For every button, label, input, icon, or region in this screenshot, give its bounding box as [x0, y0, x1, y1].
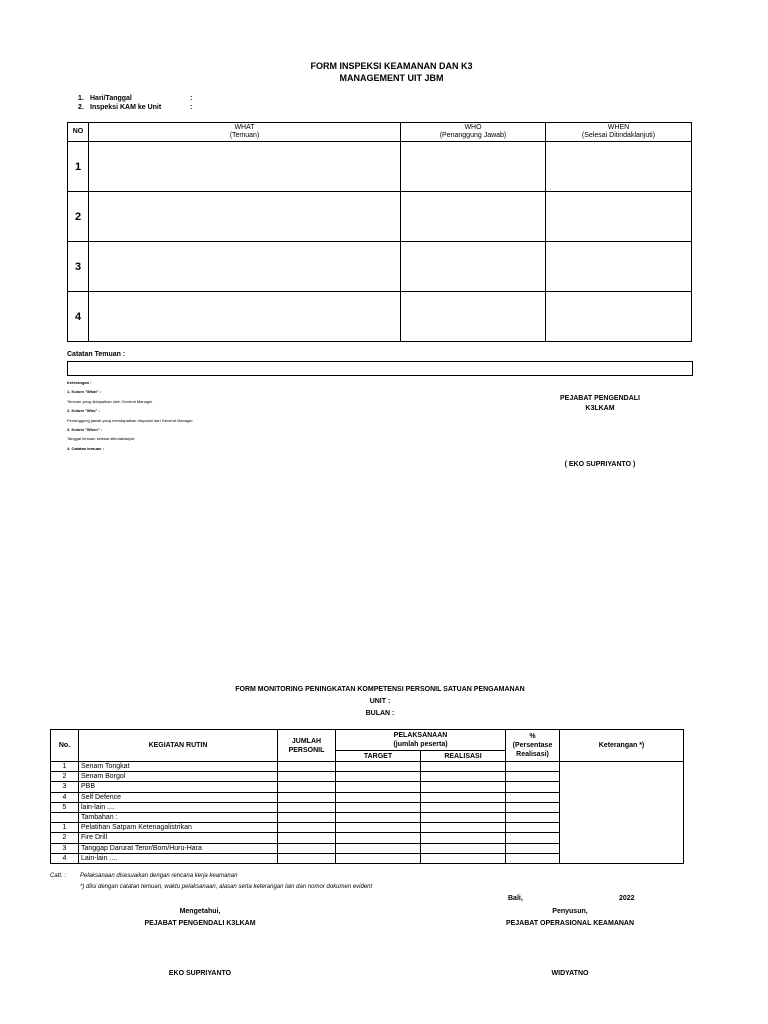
jumlah-cell[interactable] [278, 802, 336, 812]
jumlah-cell[interactable] [278, 772, 336, 782]
when-cell[interactable] [546, 242, 692, 292]
target-cell[interactable] [336, 812, 421, 822]
row-kegiatan: Senam Tongkat [79, 762, 278, 772]
form1-title-line2: MANAGEMENT UIT JBM [339, 73, 444, 83]
header-pelaksanaan [336, 730, 506, 751]
header-no: No. [51, 730, 79, 762]
form2-unit-label: UNIT : [369, 698, 391, 705]
row-no: 5 [51, 802, 79, 812]
header-persen-line2: (Persentase [512, 742, 553, 749]
catatan-temuan-box[interactable] [67, 361, 693, 376]
when-cell[interactable] [546, 292, 692, 342]
header-target: TARGET [336, 751, 421, 762]
inspection-row [68, 242, 692, 292]
row-kegiatan: PBB [79, 782, 278, 792]
header-jumlah [278, 730, 336, 762]
notes-line1: Pelaksanaan disesuaikan dengan rencana kerja keamanan [80, 873, 238, 879]
right-sig-name: WIDYATNO [551, 970, 589, 977]
realisasi-cell[interactable] [421, 762, 506, 772]
who-cell[interactable] [401, 242, 546, 292]
who-cell[interactable] [401, 292, 546, 342]
header-who-label: WHO [464, 124, 482, 131]
row-kegiatan: Tambahan : [79, 812, 278, 822]
field-separator: : [190, 95, 193, 102]
target-cell[interactable] [336, 843, 421, 853]
row-no: 3 [51, 782, 79, 792]
realisasi-cell[interactable] [421, 812, 506, 822]
header-realisasi: REALISASI [421, 751, 506, 762]
what-cell[interactable] [89, 192, 401, 242]
keterangan-line: 3. Kolom "When" : [67, 427, 103, 433]
table-row [51, 762, 684, 772]
target-cell[interactable] [336, 792, 421, 802]
jumlah-cell[interactable] [278, 782, 336, 792]
persen-cell[interactable] [506, 843, 560, 853]
when-cell[interactable] [546, 192, 692, 242]
persen-cell[interactable] [506, 782, 560, 792]
header-kegiatan: KEGIATAN RUTIN [79, 730, 278, 762]
header-who-sub: (Penanggung Jawab) [439, 132, 507, 139]
field-separator: : [190, 104, 193, 111]
persen-cell[interactable] [506, 812, 560, 822]
jumlah-cell[interactable] [278, 792, 336, 802]
jumlah-cell[interactable] [278, 812, 336, 822]
left-sig-name: EKO SUPRIYANTO [168, 970, 232, 977]
persen-cell[interactable] [506, 772, 560, 782]
jumlah-cell[interactable] [278, 823, 336, 833]
row-no: 2 [51, 772, 79, 782]
target-cell[interactable] [336, 853, 421, 863]
keterangan-title: Keterangan : [67, 380, 92, 385]
row-number: 3 [68, 242, 89, 292]
what-cell[interactable] [89, 292, 401, 342]
header-who [401, 123, 546, 142]
header-what-sub: (Temuan) [229, 132, 260, 139]
header-persen-line3: Realisasi) [516, 751, 549, 758]
keterangan-line: Tanggal temuan selesai ditindaklanjuti [67, 436, 135, 442]
inspection-row [68, 192, 692, 242]
keterangan-line: Penanggung jawab yang mendapatkan disposisi dari General Manager [67, 417, 193, 423]
row-no: 3 [51, 843, 79, 853]
realisasi-cell[interactable] [421, 843, 506, 853]
signature-title-line1: PEJABAT PENGENDALI [560, 395, 640, 402]
header-jumlah-line1: JUMLAH [291, 737, 322, 745]
persen-cell[interactable] [506, 833, 560, 843]
header-persen-line1: % [529, 733, 536, 740]
row-number: 1 [68, 142, 89, 192]
jumlah-cell[interactable] [278, 762, 336, 772]
target-cell[interactable] [336, 772, 421, 782]
inspection-table [67, 122, 692, 342]
row-number: 4 [68, 292, 89, 342]
header-keterangan: Keterangan *) [560, 730, 684, 762]
field-inspeksi-unit[interactable] [78, 103, 192, 112]
row-no: 1 [51, 823, 79, 833]
persen-cell[interactable] [506, 792, 560, 802]
target-cell[interactable] [336, 802, 421, 812]
persen-cell[interactable] [506, 762, 560, 772]
field-hari-tanggal[interactable] [78, 94, 192, 103]
monitoring-table [50, 729, 684, 864]
notes-label: Catt. : [50, 873, 67, 879]
target-cell[interactable] [336, 833, 421, 843]
place-date-left: Bali, [508, 895, 523, 902]
target-cell[interactable] [336, 782, 421, 792]
field-number: 2. [78, 104, 84, 111]
who-cell[interactable] [401, 142, 546, 192]
what-cell[interactable] [89, 142, 401, 192]
realisasi-cell[interactable] [421, 772, 506, 782]
signature-title-line2: K3LKAM [585, 405, 615, 412]
header-when-sub: (Selesai Ditindaklanjuti) [581, 132, 656, 139]
row-kegiatan: Self Defence [79, 792, 278, 802]
header-what [89, 123, 401, 142]
form1-fields [78, 94, 192, 112]
form2-title: FORM MONITORING PENINGKATAN KOMPETENSI PERSONIL SATUAN PENGAMANAN [235, 686, 525, 693]
who-cell[interactable] [401, 192, 546, 242]
header-when [546, 123, 692, 142]
header-jumlah-line2: PERSONIL [288, 746, 325, 754]
jumlah-cell[interactable] [278, 843, 336, 853]
row-no: 1 [51, 762, 79, 772]
header-no: NO [68, 123, 89, 142]
keterangan-line: 1. Kolom "What" : [67, 389, 102, 395]
row-kegiatan: Pelatihan Satpam Ketenagalistrikan [79, 823, 278, 833]
left-signature-block [110, 906, 290, 930]
keterangan-cell[interactable] [560, 762, 684, 864]
row-kegiatan: lain-lain .... [79, 802, 278, 812]
place-date-right: 2022 [619, 895, 635, 902]
header-persen [506, 730, 560, 762]
form2-title-block [0, 684, 760, 720]
realisasi-cell[interactable] [421, 833, 506, 843]
signature-name: ( EKO SUPRIYANTO ) [564, 461, 636, 468]
field-label: Hari/Tanggal [90, 95, 132, 102]
realisasi-cell[interactable] [421, 802, 506, 812]
header-when-label: WHEN [607, 124, 630, 131]
monitoring-header-row1 [51, 730, 684, 751]
right-signature-block [475, 906, 665, 930]
inspection-table-header [68, 123, 692, 142]
realisasi-cell[interactable] [421, 823, 506, 833]
jumlah-cell[interactable] [278, 853, 336, 863]
persen-cell[interactable] [506, 853, 560, 863]
target-cell[interactable] [336, 823, 421, 833]
inspection-row [68, 292, 692, 342]
catatan-temuan-label: Catatan Temuan : [67, 351, 126, 358]
row-no [51, 812, 79, 822]
what-cell[interactable] [89, 242, 401, 292]
right-sig-line2: PEJABAT OPERASIONAL KEAMANAN [505, 920, 635, 927]
keterangan-block [67, 378, 193, 453]
target-cell[interactable] [336, 762, 421, 772]
row-no: 4 [51, 853, 79, 863]
form1-title [0, 60, 768, 84]
signature-title [530, 394, 670, 414]
keterangan-line: 4. Catatan temuan : [67, 445, 104, 451]
row-kegiatan: Lain-lain .... [79, 853, 278, 863]
notes-line2: *) diisi dengan catatan temuan, waktu pelaksanaan, alasan serta keterangan lain dan nomor dokumen evident [80, 884, 373, 890]
header-what-label: WHAT [234, 124, 255, 131]
row-no: 2 [51, 833, 79, 843]
form1-title-line1: FORM INSPEKSI KEAMANAN DAN K3 [310, 61, 473, 71]
row-kegiatan: Tanggap Darurat Teror/Bom/Huru-Hara [79, 843, 278, 853]
row-kegiatan: Senam Borgol [79, 772, 278, 782]
field-number: 1. [78, 95, 84, 102]
inspection-row [68, 142, 692, 192]
header-pelaksanaan-line1: PELAKSANAAN [393, 732, 448, 739]
row-no: 4 [51, 792, 79, 802]
realisasi-cell[interactable] [421, 782, 506, 792]
jumlah-cell[interactable] [278, 833, 336, 843]
persen-cell[interactable] [506, 823, 560, 833]
persen-cell[interactable] [506, 802, 560, 812]
realisasi-cell[interactable] [421, 792, 506, 802]
form2-bulan-label: BULAN : [365, 710, 395, 717]
keterangan-line: 2. Kolom "Who" : [67, 408, 100, 414]
realisasi-cell[interactable] [421, 853, 506, 863]
row-kegiatan: Fire Drill [79, 833, 278, 843]
when-cell[interactable] [546, 142, 692, 192]
keterangan-line: Temuan yang didapatkan oleh General Manager [67, 398, 153, 404]
header-pelaksanaan-line2: (jumlah peserta) [393, 741, 448, 748]
right-sig-line1: Penyusun, [552, 908, 588, 915]
left-sig-line2: PEJABAT PENGENDALI K3LKAM [144, 920, 256, 927]
left-sig-line1: Mengetahui, [179, 908, 221, 915]
field-label: Inspeksi KAM ke Unit [90, 104, 162, 111]
row-number: 2 [68, 192, 89, 242]
